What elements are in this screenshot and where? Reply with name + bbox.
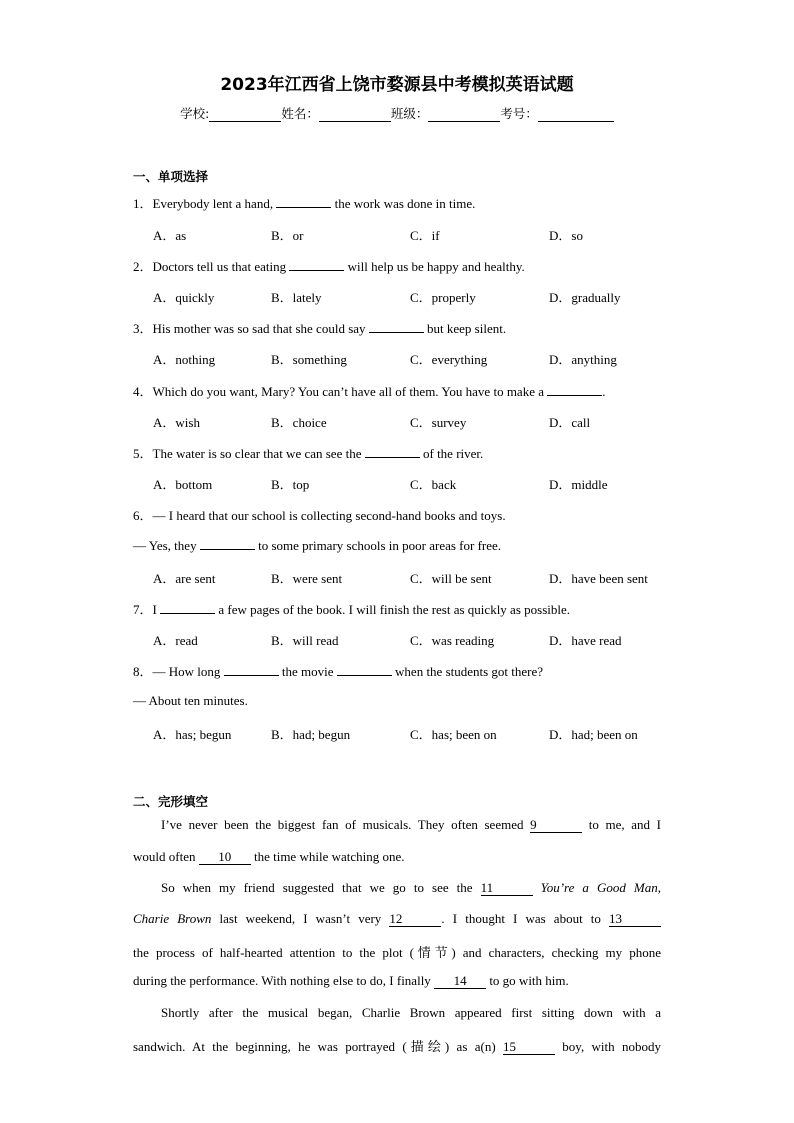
question-1: 1．Everybody lent a hand, the work was done in time. bbox=[133, 196, 476, 211]
q8-option-b[interactable]: B．had; begun bbox=[271, 727, 351, 742]
q2-option-a[interactable]: A．quickly bbox=[153, 290, 215, 305]
q8-option-a[interactable]: A．has; begun bbox=[153, 727, 232, 742]
question-4: 4．Which do you want, Mary? You can’t have all of them. You have to make a . bbox=[133, 384, 606, 399]
cloze-paragraph-2-line-4: during the performance. With nothing else to do, I finally 14 to go with him. bbox=[133, 973, 569, 988]
question-5: 5．The water is so clear that we can see the of the river. bbox=[133, 446, 484, 461]
q6-option-d[interactable]: D．have been sent bbox=[549, 571, 648, 586]
blank-13[interactable]: 13 bbox=[609, 912, 661, 927]
q3-option-b[interactable]: B．something bbox=[271, 352, 347, 367]
q5-option-b[interactable]: B．top bbox=[271, 477, 310, 492]
q4-option-a[interactable]: A．wish bbox=[153, 415, 200, 430]
q5-option-d[interactable]: D．middle bbox=[549, 477, 608, 492]
q2-option-b[interactable]: B．lately bbox=[271, 290, 322, 305]
q5-option-a[interactable]: A．bottom bbox=[153, 477, 213, 492]
class-label: 班级： bbox=[390, 106, 429, 121]
q4-option-c[interactable]: C．survey bbox=[410, 415, 467, 430]
q3-option-d[interactable]: D．anything bbox=[549, 352, 617, 367]
cloze-paragraph-1-line-2: would often 10 the time while watching one. bbox=[133, 849, 405, 864]
exam-no-blank[interactable] bbox=[538, 107, 614, 122]
section-heading-cloze: 二、完形填空 bbox=[133, 794, 209, 809]
cloze-paragraph-2-line-3: the process of half-hearted attention to the plot (情节) and characters, checking my phone bbox=[133, 945, 661, 960]
cloze-paragraph-2-line-2: Charie Brown last weekend, I wasn’t very 12 . I thought I was about to 13 bbox=[133, 911, 661, 927]
question-7: 7．I a few pages of the book. I will finish the rest as quickly as possible. bbox=[133, 602, 570, 617]
question-3: 3．His mother was so sad that she could say but keep silent. bbox=[133, 321, 507, 336]
blank-9[interactable]: 9 bbox=[530, 818, 582, 833]
blank-12[interactable]: 12 bbox=[389, 912, 441, 927]
q3-option-a[interactable]: A．nothing bbox=[153, 352, 216, 367]
q1-option-a[interactable]: A．as bbox=[153, 228, 187, 243]
q3-option-c[interactable]: C．everything bbox=[410, 352, 488, 367]
class-blank[interactable] bbox=[428, 107, 500, 122]
q6-option-b[interactable]: B．were sent bbox=[271, 571, 343, 586]
section-heading-single-choice: 一、单项选择 bbox=[133, 169, 209, 184]
cloze-paragraph-2-line-1: So when my friend suggested that we go to see the 11 You’re a Good Man, bbox=[161, 880, 662, 895]
q2-option-c[interactable]: C．properly bbox=[410, 290, 476, 305]
blank-10[interactable]: 10 bbox=[199, 850, 251, 865]
student-info-row bbox=[0, 104, 794, 122]
q1-option-d[interactable]: D．so bbox=[549, 228, 583, 243]
q7-option-a[interactable]: A．read bbox=[153, 633, 198, 648]
q4-option-d[interactable]: D．call bbox=[549, 415, 591, 430]
q7-option-c[interactable]: C．was reading bbox=[410, 633, 495, 648]
q6-option-a[interactable]: A．are sent bbox=[153, 571, 216, 586]
blank-11[interactable]: 11 bbox=[481, 881, 533, 896]
cloze-paragraph-3-line-1: Shortly after the musical began, Charlie Brown appeared first sitting down with a bbox=[161, 1005, 661, 1020]
cloze-paragraph-3-line-2: sandwich. At the beginning, he was portrayed (描绘) as a(n) 15 boy, with nobody bbox=[133, 1039, 661, 1054]
q8-option-c[interactable]: C．has; been on bbox=[410, 727, 497, 742]
q4-option-b[interactable]: B．choice bbox=[271, 415, 327, 430]
q1-option-c[interactable]: C．if bbox=[410, 228, 440, 243]
exam-no-label: 考号： bbox=[500, 106, 538, 121]
q7-option-d[interactable]: D．have read bbox=[549, 633, 622, 648]
q6-option-c[interactable]: C．will be sent bbox=[410, 571, 492, 586]
q1-option-b[interactable]: B．or bbox=[271, 228, 304, 243]
name-blank[interactable] bbox=[319, 107, 391, 122]
blank-14[interactable]: 14 bbox=[434, 974, 486, 989]
question-6: 6．— I heard that our school is collecting second-hand books and toys. bbox=[133, 508, 506, 523]
question-8-reply: — About ten minutes. bbox=[133, 693, 248, 708]
q7-option-b[interactable]: B．will read bbox=[271, 633, 339, 648]
q8-option-d[interactable]: D．had; been on bbox=[549, 727, 638, 742]
q2-option-d[interactable]: D．gradually bbox=[549, 290, 621, 305]
question-2: 2．Doctors tell us that eating will help us be happy and healthy. bbox=[133, 259, 525, 274]
q5-option-c[interactable]: C．back bbox=[410, 477, 457, 492]
question-6-reply: — Yes, they to some primary schools in poor areas for free. bbox=[133, 538, 502, 553]
school-blank[interactable] bbox=[209, 107, 281, 122]
name-label: 姓名： bbox=[281, 106, 319, 121]
school-label: 学校: bbox=[180, 106, 210, 121]
cloze-paragraph-1-line-1: I’ve never been the biggest fan of musicals. They often seemed 9 to me, and I bbox=[161, 817, 661, 832]
blank-15[interactable]: 15 bbox=[503, 1040, 555, 1055]
page-title: 2023年江西省上饶市婺源县中考模拟英语试题 bbox=[220, 75, 574, 95]
question-8: 8．— How long the movie when the students got there? bbox=[133, 664, 544, 679]
